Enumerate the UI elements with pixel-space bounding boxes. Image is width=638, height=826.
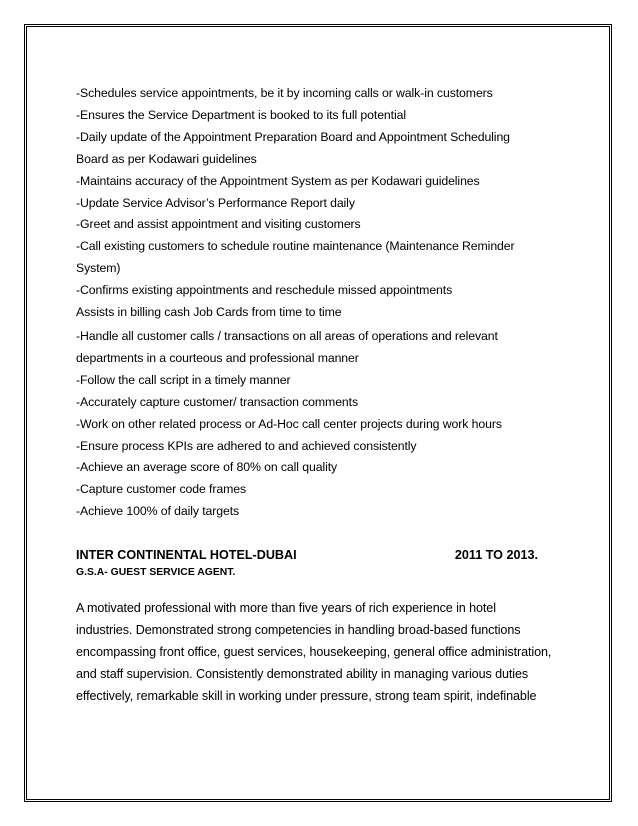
duty-line: Board as per Kodawari guidelines bbox=[76, 151, 257, 166]
profile-summary bbox=[76, 597, 566, 707]
duty-line: -Confirms existing appointments and reschedule missed appointments bbox=[76, 283, 453, 298]
job-period: 2011 TO 2013. bbox=[454, 548, 538, 563]
duty-line: -Greet and assist appointment and visiting customers bbox=[76, 217, 361, 232]
duty-line: -Accurately capture customer/ transaction comments bbox=[76, 394, 359, 409]
summary-line: industries. Demonstrated strong competencies in handling broad-based functions bbox=[76, 623, 521, 638]
job-position: G.S.A- GUEST SERVICE AGENT. bbox=[76, 567, 236, 579]
duty-line: -Daily update of the Appointment Preparation Board and Appointment Scheduling bbox=[76, 129, 510, 144]
summary-line: and staff supervision. Consistently demonstrated ability in managing various duties bbox=[76, 667, 529, 682]
duties-list-service bbox=[76, 83, 566, 324]
summary-line: A motivated professional with more than five years of rich experience in hotel bbox=[76, 601, 496, 616]
job-heading bbox=[76, 546, 538, 564]
duties-list-call-center bbox=[76, 326, 566, 523]
spacer bbox=[76, 523, 566, 546]
resume-content bbox=[76, 83, 566, 707]
job-employer: INTER CONTINENTAL HOTEL-DUBAI bbox=[76, 548, 297, 563]
duty-line: System) bbox=[76, 261, 121, 276]
duty-line: -Handle all customer calls / transactions on all areas of operations and relevant bbox=[76, 328, 498, 343]
duty-line: -Update Service Advisor’s Performance Report daily bbox=[76, 195, 355, 210]
duty-line: -Follow the call script in a timely manner bbox=[76, 372, 291, 387]
duty-line: -Call existing customers to schedule routine maintenance (Maintenance Reminder bbox=[76, 239, 515, 254]
summary-line: effectively, remarkable skill in working under pressure, strong team spirit, indefinable bbox=[76, 689, 537, 704]
duty-line: -Ensure process KPIs are adhered to and achieved consistently bbox=[76, 438, 417, 453]
duty-line: -Capture customer code frames bbox=[76, 482, 247, 497]
summary-line: encompassing front office, guest services, housekeeping, general office administration, bbox=[76, 645, 552, 660]
duty-line: Assists in billing cash Job Cards from time to time bbox=[76, 305, 342, 320]
duty-line: -Schedules service appointments, be it by incoming calls or walk-in customers bbox=[76, 86, 493, 100]
duty-line: -Achieve 100% of daily targets bbox=[76, 504, 240, 519]
duty-line: -Achieve an average score of 80% on call quality bbox=[76, 460, 338, 475]
duty-line: -Ensures the Service Department is booked to its full potential bbox=[76, 107, 406, 122]
duty-line: departments in a courteous and professional manner bbox=[76, 350, 359, 365]
duty-line: -Work on other related process or Ad-Hoc call center projects during work hours bbox=[76, 416, 502, 431]
duty-line: -Maintains accuracy of the Appointment System as per Kodawari guidelines bbox=[76, 173, 480, 188]
